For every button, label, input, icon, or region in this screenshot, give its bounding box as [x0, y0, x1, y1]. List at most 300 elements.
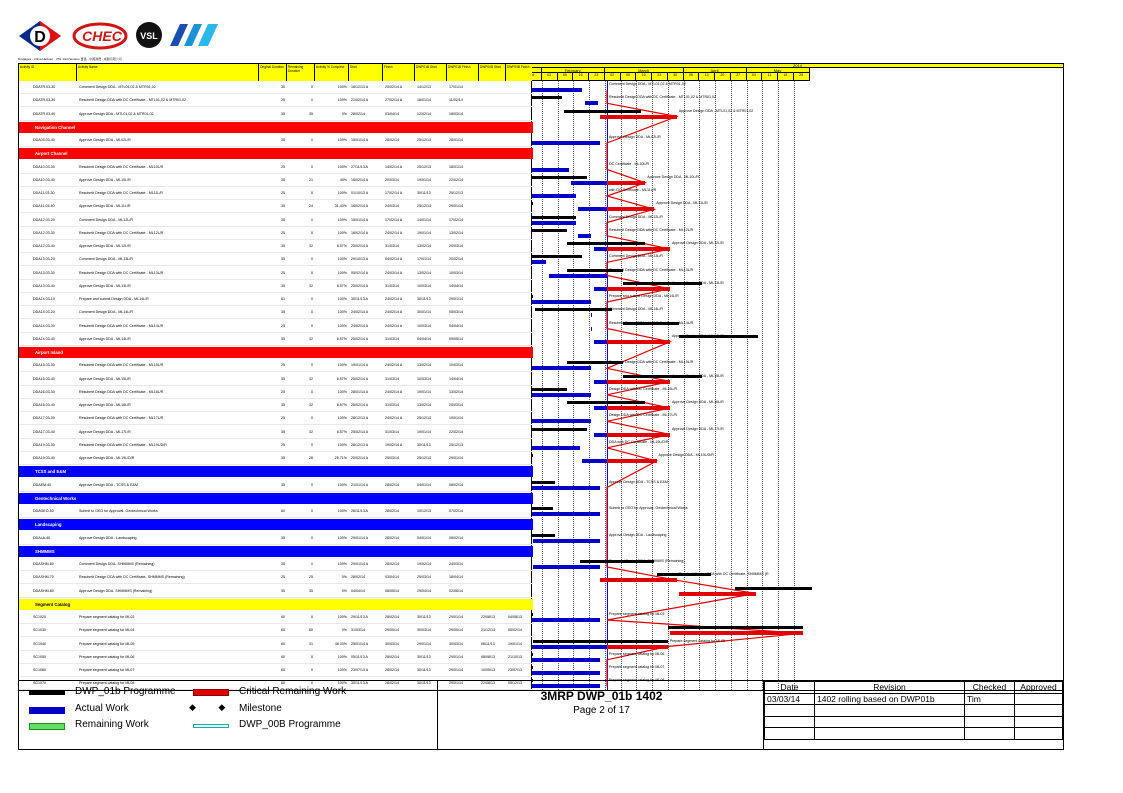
cell: Approve Design DDA - ML16L/R [79, 403, 131, 407]
gantt-bar-label: Comment Design DDA - ML14L/R [609, 307, 663, 312]
table-row [19, 94, 533, 107]
cell: 24/02/14 A [351, 323, 369, 328]
cell: Approve Design DDA - ML19L/D/R [79, 456, 135, 460]
cell: 10/03/14 [449, 270, 463, 275]
revision-block [764, 680, 1064, 750]
cell: 20/02/14 A [351, 456, 369, 460]
cell: 100% [337, 85, 347, 89]
legend-label-dwp00b: DWP_00B Programme [239, 719, 341, 730]
table-row [19, 240, 533, 253]
cell: 19/01/14 [449, 416, 463, 421]
week-header: 23 [589, 73, 605, 81]
week-gridline [558, 81, 559, 690]
cell: 100% [337, 668, 347, 672]
programme-bar [532, 666, 533, 669]
cell: SC1050 [33, 654, 46, 659]
cell: DDA12.03-30 [33, 230, 55, 235]
cell: 03/04/14 [385, 111, 399, 116]
cell: 15/01/14 A [351, 217, 369, 222]
cell: 100% [337, 191, 347, 195]
revision-row [765, 728, 1063, 740]
cell: 25/12/13 [417, 204, 431, 209]
cell: Resubmit Design DDA with DC Certificate - ML15L/R [79, 363, 164, 368]
week-header: 27 [731, 73, 747, 81]
programme-bar [535, 308, 612, 311]
data-date-line [607, 81, 608, 690]
cell: 0 [311, 257, 313, 262]
rev-header-checked: Checked [965, 682, 1015, 694]
cell: DDA11.03-40 [33, 204, 55, 209]
cell: 60 [281, 654, 285, 659]
actual-bar [532, 300, 591, 304]
cell: 28/02/14 [385, 482, 399, 487]
chec-logo [72, 22, 128, 50]
rev-cell [815, 716, 965, 728]
programme-bar [532, 507, 553, 510]
revision-row [765, 705, 1063, 717]
cell: 60 [309, 628, 313, 633]
cell: Comment Design DDA - ML13L/R [79, 257, 133, 262]
cell: 02/06/14 [449, 588, 463, 593]
table-row [19, 108, 533, 121]
table-row [19, 412, 533, 425]
cell: 100% [337, 164, 347, 169]
actual-bar [594, 380, 608, 384]
cell: 100% [337, 389, 347, 394]
cell: Approve Design DDA - ML17L/R [79, 429, 131, 434]
week-gridline [605, 81, 606, 690]
cell: Resubmit Design DDA with DC Certificate - ML11L/R [79, 191, 164, 195]
legend-swatch-critical [193, 689, 229, 696]
gantt-bar-label: Approve Design DDA - ML19L/D/R [658, 453, 714, 457]
week-header: 02 [605, 73, 621, 81]
programme-bar [532, 295, 533, 298]
gantt-bar-label: Comment Design DDA - ML13L/R [609, 254, 663, 259]
activity-table [18, 63, 532, 691]
cell: 04/01/14 [417, 535, 431, 540]
cell: 29/01/14 [449, 681, 463, 686]
cell: Approve Design DDA - MTL01,02 & MTR01,02 [79, 111, 154, 116]
cell: 20/02/14 A [385, 85, 403, 89]
actual-bar [532, 446, 580, 450]
cell: 25/02/14 A [351, 376, 369, 381]
column-header: DWP00B Start [479, 64, 506, 81]
cell: 05/12/13 [508, 681, 522, 686]
gantt-bar-label: Approve Design DDA - ML17L/R [672, 426, 724, 431]
cell: 24/02/14 A [385, 363, 403, 368]
cell: 19/01/14 [417, 230, 431, 235]
cell: 35 [281, 403, 285, 407]
month-header: May [747, 68, 810, 73]
cell: 15/02/14 A [351, 177, 369, 182]
rev-cell [815, 705, 965, 717]
cell: Comment Design DDA - MTL01,02 & MTR01,02 [79, 85, 156, 89]
column-header: DWP00B Finish [506, 64, 533, 81]
gantt-bar-label: Approve Design DDA - ML15L/R [672, 373, 724, 378]
column-header: Activity Name [77, 64, 259, 81]
gantt-bar-label: Approve Design DDA - MTL01,02 & MTR01,02 [678, 108, 754, 113]
legend-box [18, 680, 764, 750]
cell: 35 [281, 138, 285, 142]
cell: 24/02/14 A [385, 230, 403, 235]
gantt-bar-label: Resubmit Design DDA with DC Certificate - ML14L/R [609, 320, 694, 325]
actual-bar [594, 406, 608, 410]
table-row [19, 293, 533, 306]
cell: 17/01/14 [417, 257, 431, 262]
week-gridline [573, 81, 574, 690]
cell: 25 [281, 442, 285, 447]
cell: 35 [281, 482, 285, 487]
cell: 25/12/13 [417, 138, 431, 142]
rev-cell: 03/03/14 [765, 693, 815, 705]
actual-bar [533, 539, 601, 543]
cell: DDA17.03-30 [33, 416, 55, 421]
gantt-bar-label: DDA with DC Certificate - ML19L/D/R [609, 439, 669, 444]
cell: Approve Design DDA - TCSS & E&M [79, 482, 138, 487]
cell: 08/02/14 [449, 482, 463, 487]
cell: Prepare and submit Design DDA - ML14L/R [79, 297, 149, 301]
cell: 25/01/14 A [351, 641, 369, 646]
table-row [19, 227, 533, 240]
cell: 28/02/14 [385, 681, 399, 686]
table-row [19, 81, 533, 94]
table-row [19, 267, 533, 280]
cell: 17/01/14 [449, 85, 463, 89]
cell: 60 [281, 681, 285, 686]
week-gridline [542, 81, 543, 690]
actual-bar [532, 141, 600, 145]
cell: 03/04/14 [385, 575, 399, 580]
cell: 29/01/14 A [351, 562, 369, 566]
cell: 18/01/14 [417, 98, 431, 103]
cell: 10/03/14 [417, 283, 431, 288]
actual-bar [582, 459, 607, 463]
cell: 28/02/14 [385, 535, 399, 540]
cell: 35 [281, 310, 285, 315]
table-row [19, 664, 533, 677]
week-header: 23 [652, 73, 668, 81]
table-row [19, 187, 533, 200]
table-row [19, 532, 533, 545]
gantt-bar-label: Comment Design DDA - ML12L/R [609, 214, 663, 219]
cell: 31.43% [334, 204, 347, 209]
programme-bar [532, 255, 582, 258]
cell: 0% [341, 575, 347, 580]
actual-bar [533, 565, 601, 569]
cell: 05/11/13 A [351, 654, 368, 659]
cell: 8.57% [336, 429, 347, 434]
svg-text:CHEC: CHEC [82, 28, 122, 44]
cell: 100% [337, 482, 347, 487]
cell: 60 [281, 628, 285, 633]
programme-bar [532, 202, 533, 205]
svg-text:VSL: VSL [140, 31, 158, 41]
cell: 26 [309, 456, 313, 460]
cell: Resubmit Design DDA with DC Certificate - ML17L/R [79, 416, 164, 421]
rev-cell [1015, 728, 1063, 740]
cell: DDA15.03-40 [33, 376, 55, 381]
cell: Approve Design DDA - ML02L/R [79, 138, 131, 142]
table-row [19, 359, 533, 372]
cell: Approve Design DDA - ML10L/R [79, 177, 131, 182]
critical-bar [607, 459, 657, 463]
gantt-bar-label: Comment Design DDA - MTL01,02 & MTR01,02 [609, 82, 686, 86]
gantt-bar-label: Approve Design DDA - ML13L/R [672, 280, 724, 285]
cell: 60 [281, 615, 285, 619]
cell: 31/03/14 [385, 429, 399, 434]
cell: 29/01/14 [449, 615, 463, 619]
week-gridline [636, 81, 637, 690]
revision-header-row [765, 682, 1063, 694]
cell: 0 [311, 681, 313, 686]
cell: 15/01/14 A [351, 138, 369, 142]
column-header: Start [349, 64, 383, 81]
actual-bar [532, 260, 546, 264]
cell: DDA19.03-30 [33, 442, 55, 447]
table-row [19, 161, 533, 174]
cell: 0 [311, 85, 313, 89]
cell: DDA13.03-20 [33, 257, 55, 262]
year-header: 2014 [532, 63, 1064, 68]
group-band-tcss-and-e-m: TCSS and E&M [19, 466, 533, 477]
table-row [19, 320, 533, 333]
cell: DDATR.03-30 [33, 85, 56, 89]
cell: 29/04/14 [417, 588, 431, 593]
cell: 35 [281, 456, 285, 460]
cell: Prepare segment catalog for ML03 [79, 615, 135, 619]
cell: 26/11/13 A [351, 509, 368, 513]
cell: 11/02/14 [449, 98, 463, 103]
gantt-bar-label: Approve Design DDA - ML02L/R [609, 135, 661, 139]
cell: Approve Design DDA - ML13L/R [79, 283, 131, 288]
cell: 10/12/13 [417, 509, 431, 513]
column-header: Activity % Complete [315, 64, 349, 81]
cell: Prepare segment catalog for ML05 [79, 641, 135, 646]
gantt-bar-label: Design DDA with DC Certificate - ML16L/R [609, 386, 678, 391]
cell: DDATR.03-30 [33, 98, 56, 103]
rev-cell [1015, 716, 1063, 728]
critical-bar [607, 207, 654, 211]
critical-bar [670, 631, 803, 635]
gantt-bar-label: Prepare segment catalog for ML07 [609, 665, 665, 669]
actual-bar [594, 433, 608, 437]
cell: Resubmit Design DDA with DC Certificate - MTL01,02 & MTR01,02 [79, 98, 187, 103]
actual-bar [532, 366, 591, 370]
cell: 0% [341, 628, 347, 633]
gantt-bar-label: Approve Design DDA - Landscaping [609, 532, 667, 537]
cell: 35 [281, 244, 285, 248]
cell: 28/02/14 [351, 111, 365, 116]
group-band-landscaping: Landscaping [19, 519, 533, 530]
cell: 24/02/14 A [385, 389, 403, 394]
cell: 28/12/13 A [351, 442, 369, 447]
cell: 100% [337, 230, 347, 235]
programme-bar [532, 216, 576, 219]
gantt-bar-label: Prepare segment catalog for ML06 [609, 651, 665, 656]
week-gridline [762, 81, 763, 690]
cell: 35 [281, 85, 285, 89]
cell: DDA14.03-10 [33, 297, 55, 301]
gantt-bar-label: Approve Design DDA - TCSS & E&M [609, 479, 668, 484]
cell: 0 [311, 442, 313, 447]
cell: 0 [311, 164, 313, 169]
cell: 25 [281, 230, 285, 235]
week-gridline [668, 81, 669, 690]
legend-label-actual: Actual Work [75, 703, 129, 714]
cell: 60 [281, 641, 285, 646]
cell: 20/03/14 [449, 403, 463, 407]
cell: 14/02/14 A [385, 164, 403, 169]
legend-label-milestone: Milestone [239, 703, 282, 714]
cell: Prepare segment catalog for ML04 [79, 628, 135, 633]
cell: 29/01/14 [417, 641, 431, 646]
gantt-bar-label: Resubmit Design DDA with DC Certificate - ML12L/R [609, 227, 694, 232]
cell: 14/12/13 [417, 85, 431, 89]
cell: Resubmit Design DDA with DC Certificate - ML19L/D/R [79, 442, 167, 447]
rev-cell [965, 705, 1015, 717]
cell: DDASHM-60 [33, 562, 54, 566]
cell: 100% [337, 535, 347, 540]
cell: 19/01/14 A [351, 363, 369, 368]
table-row [19, 373, 533, 386]
cell: 31/03/14 [351, 628, 365, 633]
programme-bar [567, 242, 646, 245]
cell: 18/12/13 A [351, 85, 369, 89]
cell: 100% [337, 98, 347, 103]
cell: 28/02/14 [385, 654, 399, 659]
critical-bar [607, 181, 645, 185]
milestone-diamond-icon: ◆ ◆ [189, 702, 226, 712]
cell: 17/02/14 A [385, 191, 403, 195]
cell: 0 [311, 230, 313, 235]
cell: Resubmit Design DDA with DC Certificate - ML13L/R [79, 270, 164, 275]
cell: 09/05/14 [449, 336, 463, 341]
rev-cell [765, 705, 815, 717]
actual-bar [591, 313, 592, 317]
cell: 100% [337, 297, 347, 301]
cell: 0 [311, 297, 313, 301]
cell: 0 [311, 98, 313, 103]
table-row [19, 638, 533, 651]
group-band-shmmms: SHMMMS [19, 546, 533, 557]
cell: 28/02/14 [385, 615, 399, 619]
cell: 10/05/13 [481, 668, 495, 672]
cell: 20/03/14 [449, 244, 463, 248]
cell: 24/02/14 A [351, 310, 369, 315]
actual-bar [532, 512, 600, 516]
cell: 0 [311, 191, 313, 195]
cell: 27/11/13 A [351, 164, 368, 169]
table-row [19, 134, 533, 147]
cell: 25 [281, 191, 285, 195]
table-row [19, 479, 533, 492]
week-header: 20 [715, 73, 731, 81]
cell: 19/01/14 [508, 641, 522, 646]
programme-bar [532, 229, 567, 232]
actual-bar [594, 287, 608, 291]
cell: DDA12.03-40 [33, 244, 55, 248]
cell: DDA03.03-40 [33, 138, 55, 142]
cell: 35 [281, 588, 285, 593]
cell: 35 [309, 111, 313, 116]
cell: 31/03/14 [385, 376, 399, 381]
month-header: March [605, 68, 684, 73]
critical-bar [600, 115, 677, 119]
table-row [19, 280, 533, 293]
week-gridline [747, 81, 748, 690]
critical-bar [607, 287, 670, 291]
cell: 25/12/13 [417, 416, 431, 421]
cell: DDASHM-80 [33, 588, 54, 593]
cell: 21 [309, 177, 313, 182]
rev-header-revision: Revision [815, 682, 965, 694]
week-header: 30 [668, 73, 684, 81]
cell: 29/01/14 A [351, 535, 369, 540]
cell: 25/12/13 [449, 442, 463, 447]
rev-cell [815, 728, 965, 740]
cell: 0 [311, 416, 313, 421]
cell: DDA12.03-20 [33, 217, 55, 222]
cell: 100% [337, 217, 347, 222]
cell: 18/01/14 [449, 164, 463, 169]
cell: 30/11/13 [417, 654, 431, 659]
programme-bar [532, 428, 587, 431]
svg-text:D: D [34, 29, 46, 46]
cell: 25 [281, 575, 285, 580]
cell: 24/02/14 A [385, 416, 403, 421]
cell: 32 [309, 283, 313, 288]
table-row [19, 585, 533, 598]
cell: 19/02/14 A [385, 442, 403, 447]
cell: 29/10/13 A [351, 257, 369, 262]
critical-bar [607, 247, 670, 251]
cell: 24/02/14 A [385, 323, 403, 328]
cell: 29/01/14 [449, 654, 463, 659]
cell: 35 [281, 429, 285, 434]
cell: DDA16.03-40 [33, 403, 55, 407]
cell: DDAGEO-50 [33, 509, 54, 513]
cell: Approve Design DDA - Landscaping [79, 535, 137, 540]
legend-label-remaining: Remaining Work [75, 719, 149, 730]
table-row [19, 624, 533, 637]
cell: Prepare segment catalog for ML07 [79, 668, 135, 672]
cell: 25/12/13 [417, 164, 431, 169]
cell: 28/01/14 A [351, 389, 369, 394]
cell: 19/01/14 [417, 389, 431, 394]
critical-bar [607, 433, 670, 437]
cell: 05/02/14 [508, 628, 522, 633]
cell: 8.57% [336, 283, 347, 288]
week-gridline [589, 81, 590, 690]
cell: 04/08/13 [508, 615, 522, 619]
cell: DDATR.03-40 [33, 111, 56, 116]
cell: DDA17.03-40 [33, 429, 55, 434]
cell: DDA10.03-30 [33, 164, 55, 169]
gantt-bar-label: Resubmit Design DDA with DC Certificate- SHMMMS (R [678, 572, 769, 577]
table-row [19, 399, 533, 412]
actual-bar [578, 207, 607, 211]
cell: 100% [337, 310, 347, 315]
cell: 32 [309, 244, 313, 248]
cell: 17/02/14 A [385, 217, 403, 222]
cell: 08/02/14 [449, 535, 463, 540]
rev-cell: Tim [965, 693, 1015, 705]
cell: DDA14.03-40 [33, 336, 55, 341]
cell: 28/02/14 [385, 562, 399, 566]
cell: DDA16.03-30 [33, 389, 55, 394]
table-row [19, 306, 533, 319]
cell: 05/03/14 [449, 310, 463, 315]
